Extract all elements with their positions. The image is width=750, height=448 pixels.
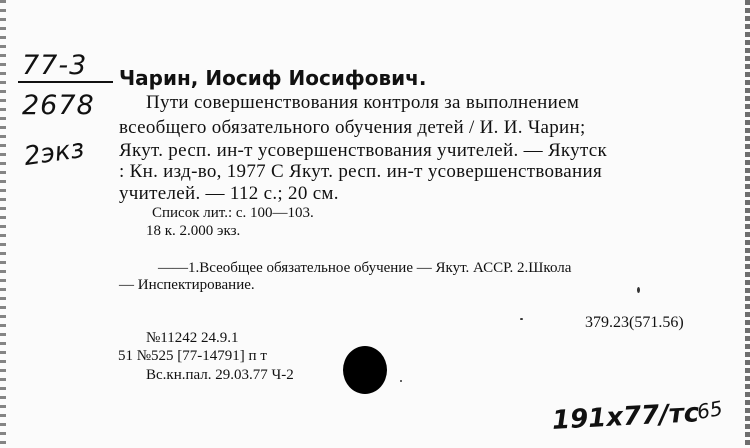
handwritten-corner: 65 [695, 395, 725, 425]
subject-headings-line-1: ——1.Всеобщее обязательное обучение — Якут. АССР. 2.Школа [158, 260, 572, 276]
author-heading: Чарин, Иосиф Иосифович. [119, 66, 427, 90]
handwritten-top-number: 77-3 [22, 50, 88, 81]
handwritten-note: 2экз [22, 133, 87, 173]
footer-line-1: №11242 24.9.1 [146, 330, 239, 346]
handwritten-bottom-number: 2678 [22, 90, 95, 121]
card-right-edge [745, 0, 750, 448]
ink-blot [343, 346, 387, 394]
handwritten-bottom-right: 191х77/тс [551, 398, 700, 436]
card-left-edge [0, 0, 6, 448]
title-line-1: Пути совершенствования контроля за выполнением [146, 92, 580, 113]
title-line-4: : Кн. изд-во, 1977 С Якут. респ. ин-т усовершенствования [119, 161, 603, 182]
footer-line-3: Вс.кн.пал. 29.03.77 Ч-2 [146, 367, 294, 383]
ink-speck [520, 318, 523, 320]
handwritten-divider [18, 81, 113, 83]
footer-line-2: 51 №525 [77-14791] п т [118, 348, 267, 364]
classification-number: 379.23(571.56) [585, 314, 684, 331]
price-copies-note: 18 к. 2.000 экз. [146, 223, 241, 239]
subject-headings-line-2: — Инспектирование. [119, 277, 255, 293]
title-line-3: Якут. респ. ин-т усовершенствования учителей. — Якутск [119, 140, 608, 161]
ink-speck [637, 287, 640, 293]
title-line-2: всеобщего обязательного обучения детей / И. И. Чарин; [119, 117, 586, 138]
ink-speck [400, 380, 402, 382]
title-line-5: учителей. — 112 с.; 20 см. [119, 183, 339, 204]
bibliography-note: Список лит.: с. 100—103. [152, 205, 314, 221]
